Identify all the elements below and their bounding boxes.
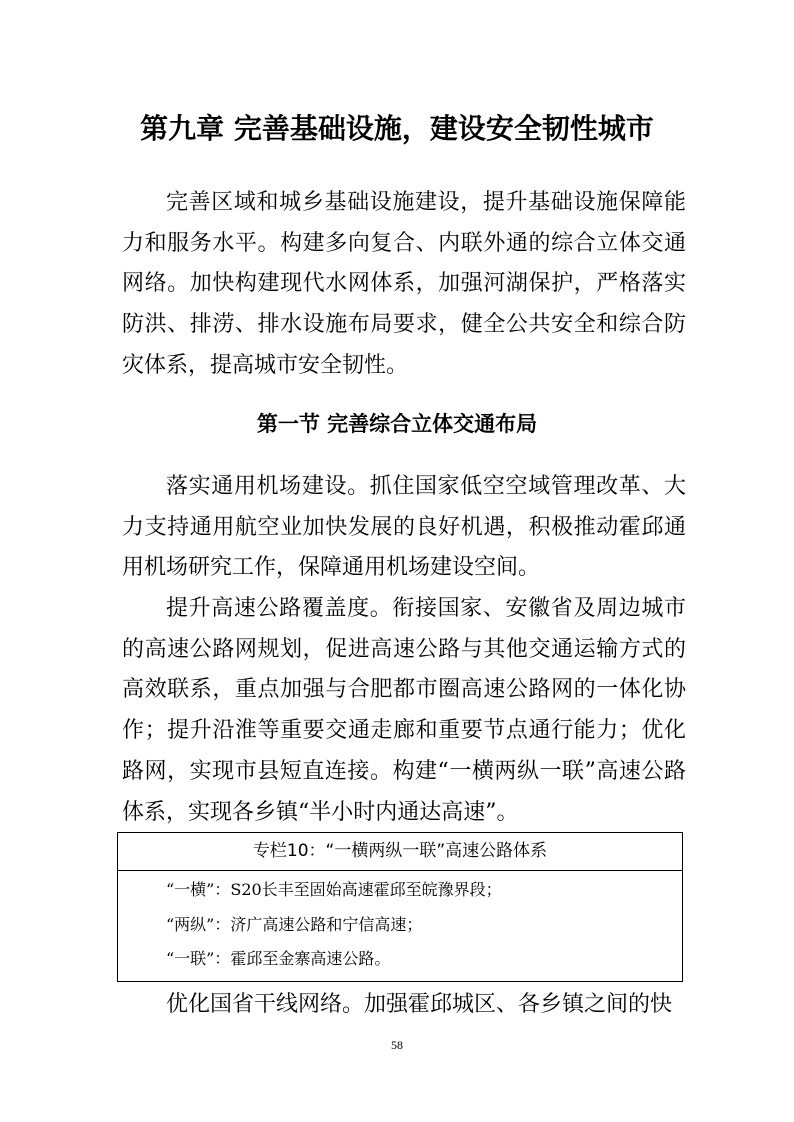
paragraph-highway: 提升高速公路覆盖度。衔接国家、安徽省及周边城市的高速公路网规划，促进高速公路与其他交通运输方式的高效联系，重点加强与合肥都市圈高速公路网的一体化协作；提升沿淮等重要交通走廊和重要节点通行能力；优化路网，实现市县短直连接。构建“一横两纵一联”高速公路体系，实现各乡镇“半小时内通达高速”。: [122, 596, 686, 825]
chapter-title: 第九章 完善基础设施，建设安全韧性城市: [140, 112, 654, 145]
sidebar-box: [117, 832, 683, 982]
page-number: 58: [391, 1038, 403, 1052]
intro-paragraph: 完善区域和城乡基础设施建设，提升基础设施保障能力和服务水平。构建多向复合、内联外通的综合立体交通网络。加快构建现代水网体系，加强河湖保护，严格落实防洪、排涝、排水设施布局要求，健全公共安全和综合防灾体系，提高城市安全韧性。: [122, 190, 686, 378]
sidebar-box-header: 专栏10：“一横两纵一联”高速公路体系: [118, 833, 682, 871]
sidebar-box-item: “两纵”：济广高速公路和宁信高速；: [166, 915, 423, 934]
sidebar-box-item: “一横”：S20长丰至固始高速霍邱至皖豫界段；: [166, 880, 502, 899]
section-title: 第一节 完善综合立体交通布局: [256, 412, 538, 436]
paragraph-airport: 落实通用机场建设。抓住国家低空空域管理改革、大力支持通用航空业加快发展的良好机遇，积极推动霍邱通用机场研究工作，保障通用机场建设空间。: [122, 474, 686, 581]
sidebar-box-item: “一联”：霍邱至金寨高速公路。: [166, 949, 391, 968]
closing-paragraph: 优化国省干线网络。加强霍邱城区、各乡镇之间的快: [166, 992, 673, 1017]
